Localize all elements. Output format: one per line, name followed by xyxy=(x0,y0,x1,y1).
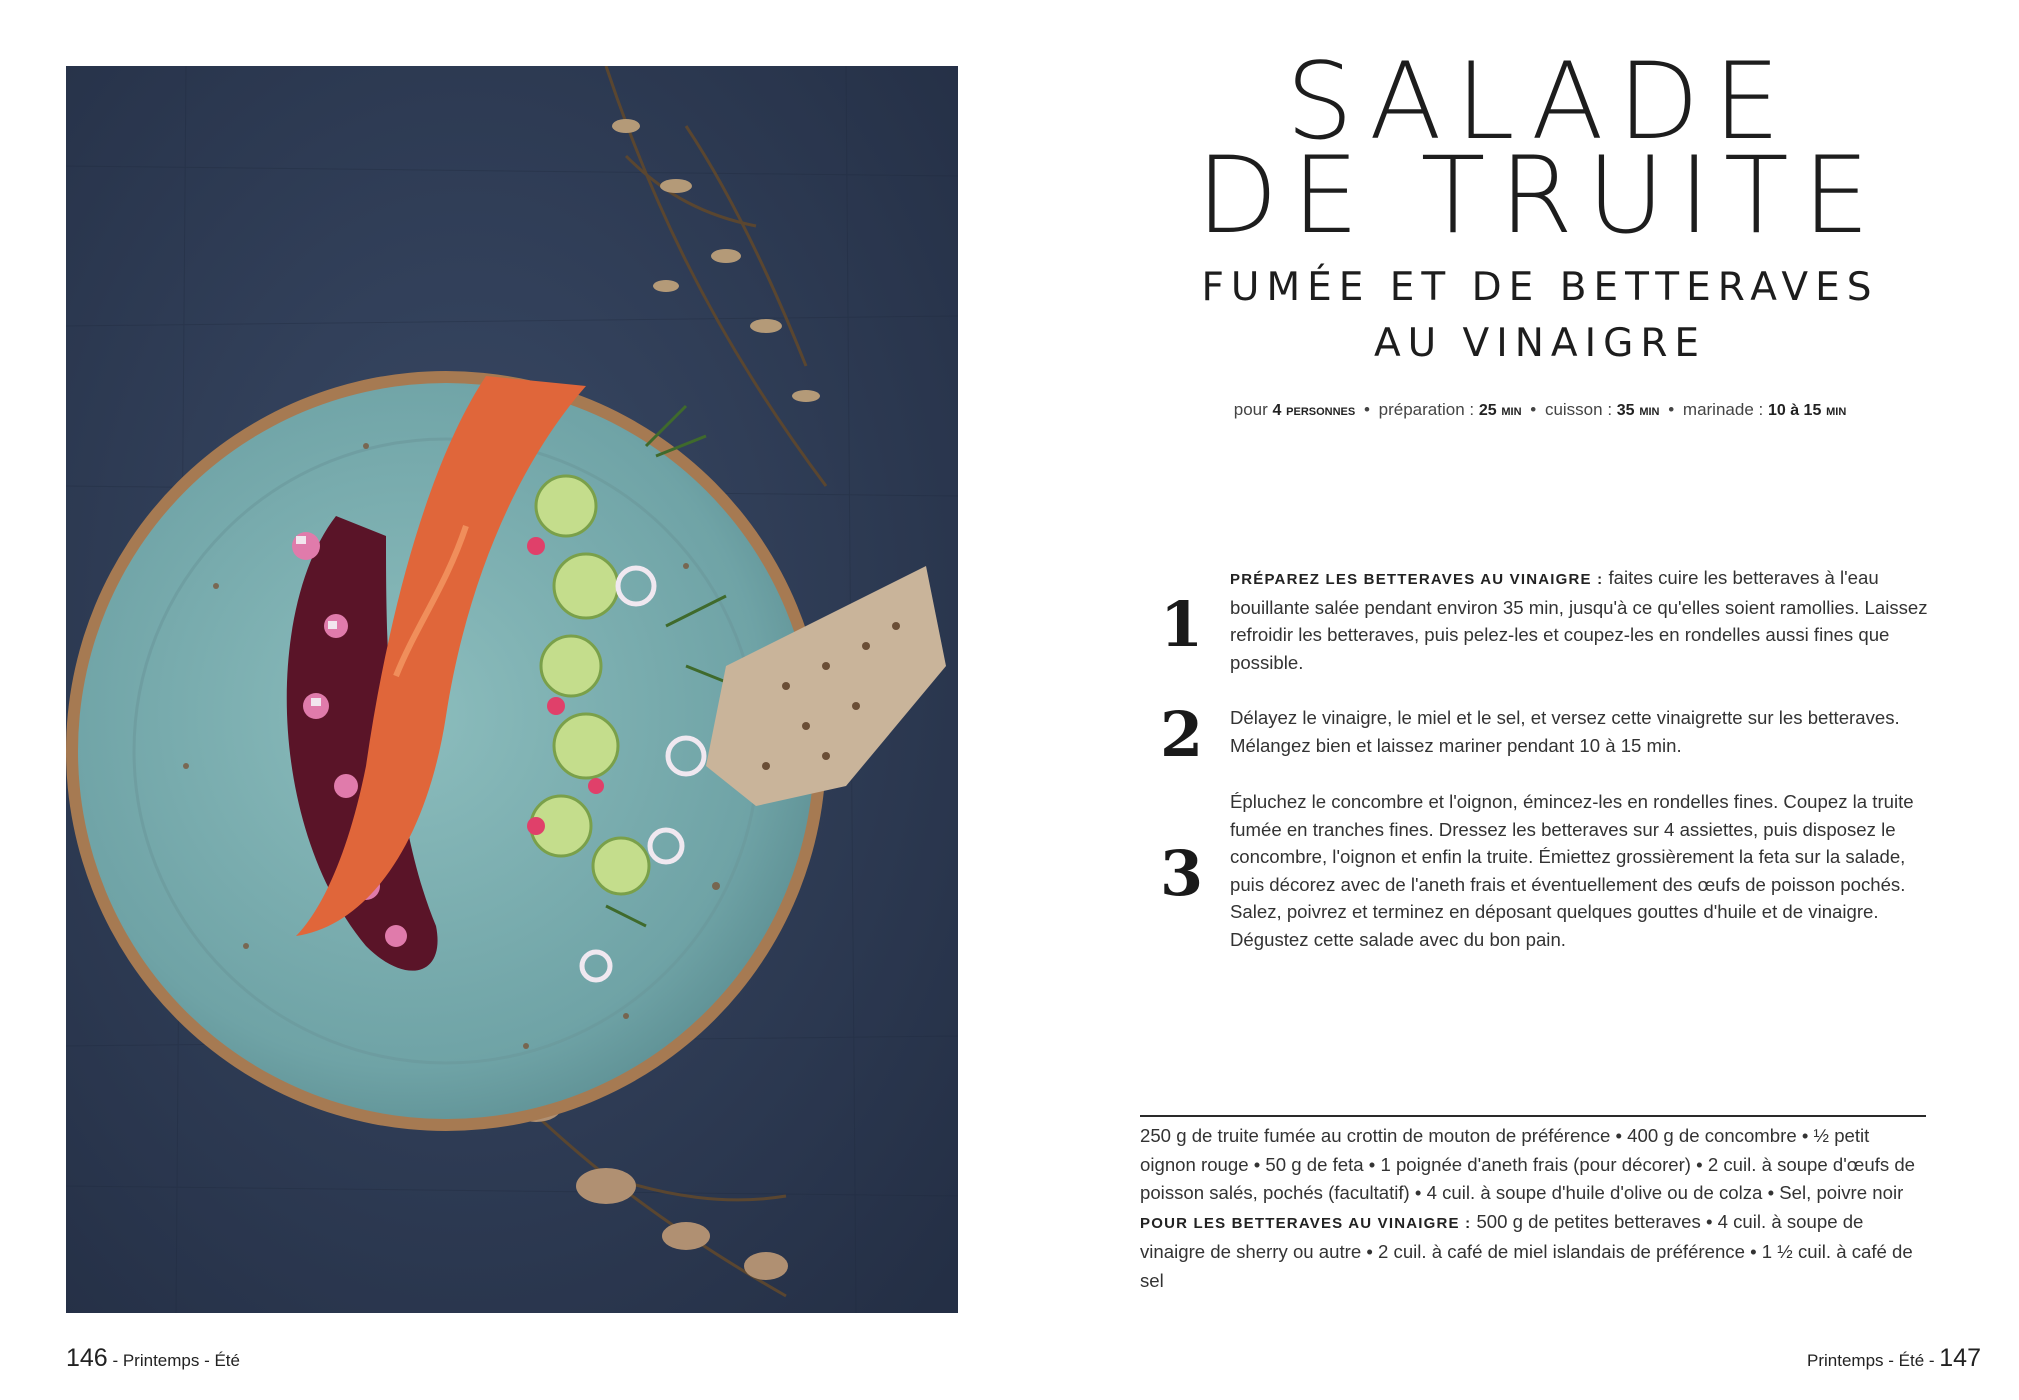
title-line-1: SALADE xyxy=(1285,40,1795,163)
ingredients-beets-lead: POUR LES BETTERAVES AU VINAIGRE : xyxy=(1140,1214,1472,1232)
cook-label: cuisson : xyxy=(1544,400,1613,419)
recipe-step-2 xyxy=(1160,698,1930,771)
cook-value: 35 xyxy=(1616,402,1635,419)
left-section-label: - Printemps - Été xyxy=(112,1351,240,1370)
right-page-footer xyxy=(1807,1344,1981,1373)
recipe-step-3 xyxy=(1160,788,1930,958)
left-page-number: 146 xyxy=(66,1344,108,1372)
title-line-4: AU VINAIGRE xyxy=(1373,321,1707,366)
separator-dot: • xyxy=(1668,400,1675,419)
step-number: 3 xyxy=(1160,837,1204,910)
food-photo xyxy=(66,66,958,1313)
separator-dot: • xyxy=(1530,400,1537,419)
step-body: faites cuire les betteraves à l'eau bouillante salée pendant environ 35 min, jusqu'à ce qu'elles soient ramollies. Laissez refroidir les betteraves, puis pelez-les et coupez-les en rondelles aussi fines que possible. xyxy=(1230,567,1928,673)
step-body: Épluchez le concombre et l'oignon, émincez-les en rondelles fines. Coupez la truite fumée en tranches fines. Dressez les betteraves sur 4 assiettes, puis disposez le concombre, l'oignon et enfin la truite. Émiettez grossièrement la feta sur la salade, puis décorez avec de l'aneth frais et éventuellement des œufs de poisson pochés. Salez, poivrez et terminez en déposant quelques gouttes d'huile et de vinaigre. Dégustez cette salade avec du bon pain. xyxy=(1230,791,1914,950)
title-line-2: DE TRUITE xyxy=(1196,134,1884,257)
step-body: Délayez le vinaigre, le miel et le sel, et versez cette vinaigrette sur les betteraves. Mélangez bien et laissez mariner pendant 10 à 15 min. xyxy=(1230,707,1900,756)
left-page-footer xyxy=(66,1344,240,1373)
servings-unit: personnes xyxy=(1286,402,1356,419)
prep-value: 25 xyxy=(1478,402,1497,419)
ingredients-block xyxy=(1140,1122,1930,1295)
ingredients-main: 250 g de truite fumée au crottin de mouton de préférence • 400 g de concombre • ½ petit oignon rouge • 50 g de feta • 1 poignée d'aneth frais (pour décorer) • 2 cuil. à soupe d'œufs de poisson salés, pochés (facultatif) • 4 cuil. à soupe d'huile d'olive ou de colza • Sel, poivre noir xyxy=(1140,1125,1915,1203)
step-number: 2 xyxy=(1160,698,1204,771)
servings-value: 4 xyxy=(1272,402,1282,419)
right-section-label: Printemps - Été - xyxy=(1807,1351,1935,1370)
ingredients-beets-list: 500 g de petites betteraves • 4 cuil. à soupe de vinaigre de sherry ou autre • 2 cuil. à café de miel islandais de préférence • 1 ½ cuil. à café de sel xyxy=(1140,1210,1913,1291)
marinade-unit: min xyxy=(1826,402,1847,419)
step-text xyxy=(1230,564,1930,676)
ingredients-beets xyxy=(1140,1208,1930,1296)
marinade-label: marinade : xyxy=(1682,400,1764,419)
prep-label: préparation : xyxy=(1378,400,1475,419)
separator-dot: • xyxy=(1363,400,1370,419)
marinade-value: 10 à 15 xyxy=(1767,402,1822,419)
recipe-meta xyxy=(1160,400,1920,420)
cook-unit: min xyxy=(1639,402,1660,419)
right-page-number: 147 xyxy=(1939,1344,1981,1372)
recipe-step-1 xyxy=(1160,564,1930,684)
step-number: 1 xyxy=(1160,588,1204,661)
prep-unit: min xyxy=(1501,402,1522,419)
recipe-title xyxy=(1160,40,1920,366)
title-line-3: FUMÉE ET DE BETTERAVES xyxy=(1201,265,1879,310)
step-lead: PRÉPAREZ LES BETTERAVES AU VINAIGRE : xyxy=(1230,571,1604,588)
servings-prefix: pour xyxy=(1233,400,1268,419)
ingredients-divider xyxy=(1140,1115,1926,1117)
